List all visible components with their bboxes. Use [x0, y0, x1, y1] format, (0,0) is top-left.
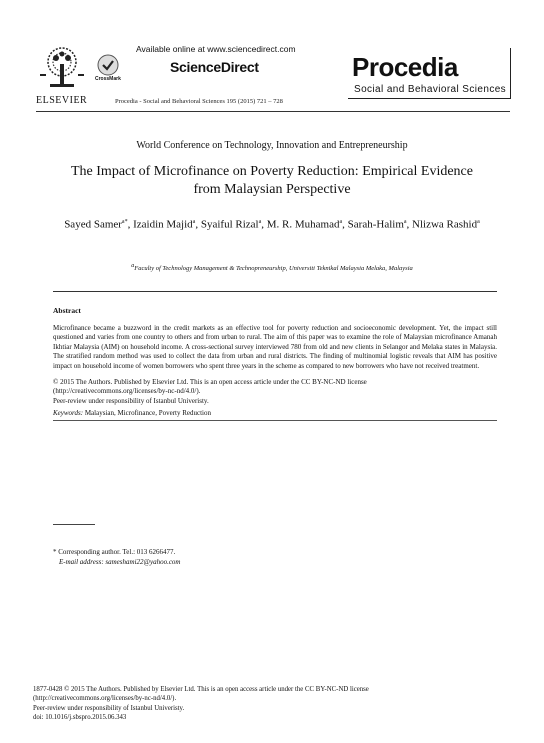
author-mark: a — [403, 219, 407, 225]
journal-citation: Procedia - Social and Behavioral Sciences 195 (2015) 721 – 728 — [115, 98, 283, 105]
email-label: E-mail address: — [59, 557, 104, 566]
footnote-divider — [53, 524, 95, 525]
copyright-line: © 2015 The Authors. Published by Elsevier Ltd. This is an open access article under the CC BY-NC-ND license — [53, 378, 367, 386]
elsevier-wordmark: ELSEVIER — [36, 95, 88, 106]
author-name: , Sarah-Halim — [342, 218, 404, 231]
footer-peer-review: Peer-review under responsibility of Istanbul Univeristy. — [33, 704, 185, 712]
affiliation-mark: a — [131, 263, 135, 269]
author-name: , Izaidin Majid — [127, 218, 193, 231]
elsevier-logo — [36, 44, 88, 94]
author-mark: a — [477, 219, 480, 225]
keywords-label: Keywords: — [53, 409, 84, 417]
author-mark: a — [339, 219, 343, 225]
keywords-list: Malaysian, Microfinance, Poverty Reduction — [83, 409, 211, 417]
header-divider — [36, 111, 510, 112]
keywords — [53, 409, 497, 417]
author-name: , Syaiful Rizal — [195, 218, 259, 231]
footnote — [53, 548, 180, 567]
affiliation — [40, 263, 504, 272]
issn-copyright: 1877-0428 © 2015 The Authors. Published by Elsevier Ltd. This is an open access article under the CC BY-NC-ND license — [33, 686, 369, 693]
crossmark-icon[interactable] — [97, 54, 119, 76]
license-link[interactable]: (http://creativecommons.org/licenses/by-nc-nd/4.0/). — [53, 387, 201, 396]
sciencedirect-wordmark: ScienceDirect — [170, 59, 259, 75]
footer-license-link[interactable]: (http://creativecommons.org/licenses/by-nc-nd/4.0/). — [33, 695, 177, 703]
elsevier-tree-icon — [36, 44, 88, 94]
copyright-notice — [53, 378, 497, 406]
available-online-link[interactable]: Available online at www.sciencedirect.com — [136, 44, 296, 54]
procedia-subtitle: Social and Behavioral Sciences — [354, 84, 507, 95]
email-address[interactable]: sameshami22@yahoo.com — [103, 557, 181, 566]
doi[interactable]: doi: 10.1016/j.sbspro.2015.06.343 — [33, 713, 127, 721]
conference-name: World Conference on Technology, Innovation and Entrepreneurship — [136, 140, 408, 151]
abstract-top-divider — [53, 291, 497, 292]
author-mark: a — [258, 219, 262, 225]
procedia-wordmark: Procedia — [352, 52, 458, 82]
paper-title: The Impact of Microfinance on Poverty Reduction: Empirical Evidence from Malaysian Perspective — [71, 164, 473, 197]
abstract-body: Microfinance became a buzzword in the credit markets as an effective tool for poverty reduction and socioeconomic development. Yet, the impact still questioned and varies from one country to others and from urban to rural. The aim of this paper was to examine the role of Malaysian microfinance Amanah Ikhtiar Malaysia (AIM) on household income. A cross-sectional survey interviewed 780 from old and new clients in Selangor and Melaka states in Malaysia. The stratified random method was used to collect the data from urban and rural districts. The finding of multinomial logistic reveals that AIM has positive impact on household income of women borrowers who spent three years in the scheme as compared to new borrowers who have not received treatment. — [53, 324, 497, 370]
author-name: , M. R. Muhamad — [261, 218, 340, 231]
peer-review-note: Peer-review under responsibility of Istanbul Univeristy. — [53, 396, 209, 405]
abstract-bottom-divider — [53, 420, 497, 421]
author-name: Sayed Samer — [64, 218, 122, 231]
affiliation-text: Faculty of Technology Management & Technopreneurship, Universiti Teknikal Malaysia Melaka, Malaysia — [134, 265, 413, 273]
author-list — [50, 214, 494, 233]
crossmark-label: CrossMark — [95, 76, 121, 82]
corresponding-author: * Corresponding author. Tel.: 013 6266477. — [53, 548, 176, 556]
author-mark: a — [192, 219, 196, 225]
page-footer — [33, 685, 513, 722]
author-name: , Nlizwa Rashid — [406, 218, 478, 231]
author-mark: a* — [121, 219, 128, 225]
abstract-heading: Abstract — [53, 306, 81, 315]
